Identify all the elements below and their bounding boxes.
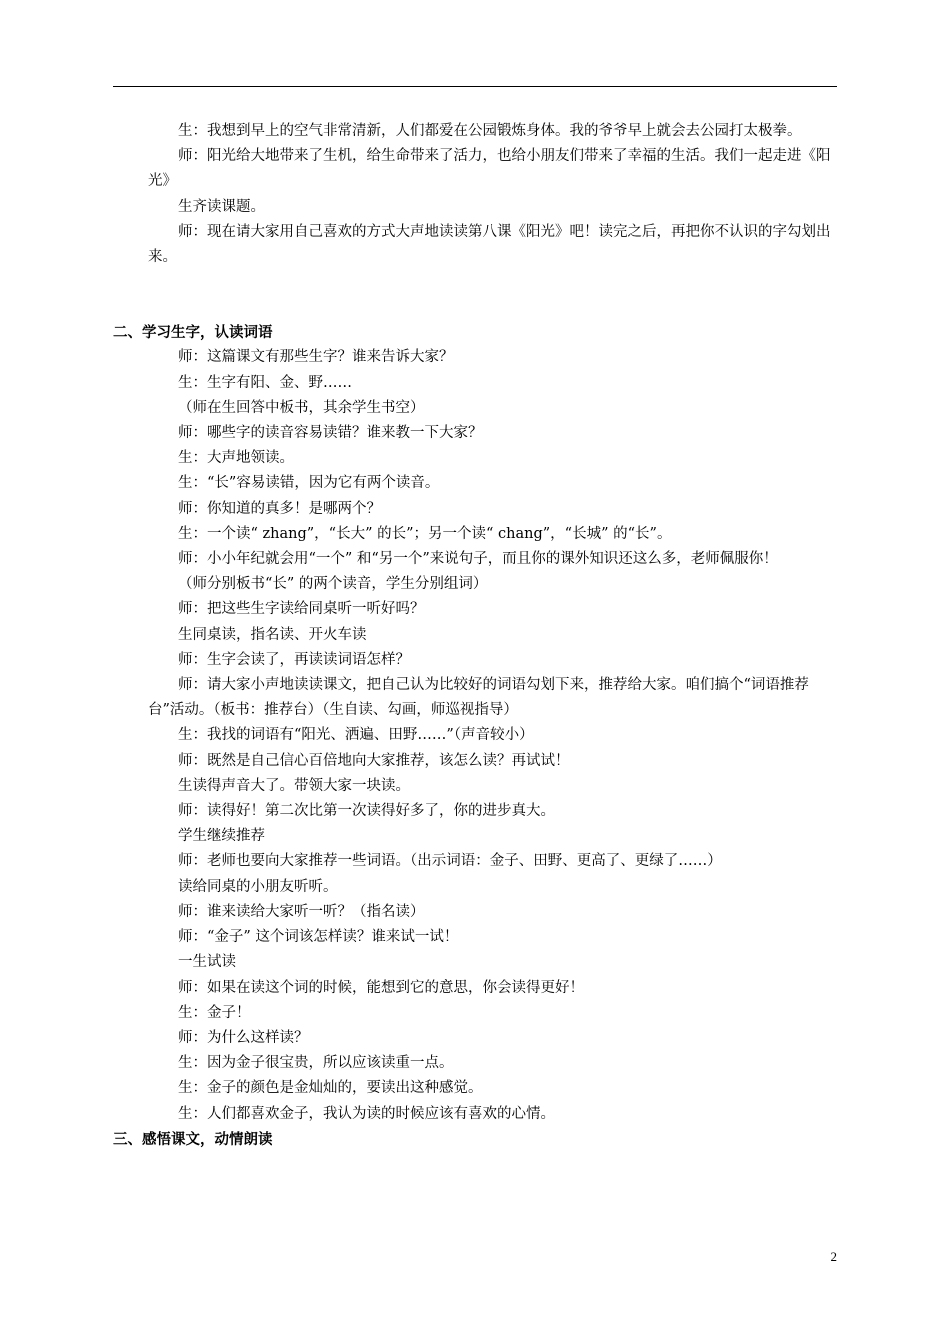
paragraph: （师分别板书“长” 的两个读音，学生分别组词） bbox=[178, 576, 488, 593]
section-heading: 二、学习生字，认读词语 bbox=[113, 324, 273, 342]
paragraph: 生：金子！ bbox=[178, 1004, 251, 1021]
paragraph: 师：谁来读给大家听一听？（指名读） bbox=[178, 903, 425, 920]
paragraph: 师：现在请大家用自己喜欢的方式大声地读读第八课《阳光》吧！读完之后，再把你不认识的字勾划出来。 bbox=[148, 223, 831, 266]
paragraph: 师：小小年纪就会用“一个” 和“另一个”来说句子，而且你的课外知识还这么多，老师佩服你！ bbox=[178, 551, 778, 568]
paragraph: 师：请大家小声地读读课文，把自己认为比较好的词语勾划下来，推荐给大家。咱们搞个“词语推荐台”活动。（板书：推荐台）（生自读、勾画，师巡视指导） bbox=[148, 677, 809, 719]
paragraph: 生：大声地领读。 bbox=[178, 450, 294, 467]
spacer bbox=[113, 270, 837, 320]
paragraph: 师：为什么这样读？ bbox=[178, 1029, 309, 1046]
paragraph: 生：一个读“ zhang”，“长大” 的长”；另一个读“ chang”，“长城” 的“长”。 bbox=[178, 525, 672, 542]
paragraph: 生同桌读，指名读、开火车读 bbox=[178, 626, 367, 643]
header-rule bbox=[113, 86, 837, 87]
paragraph: 学生继续推荐 bbox=[178, 828, 265, 845]
paragraph: 生齐读课题。 bbox=[178, 198, 265, 215]
paragraph: 师：既然是自己信心百倍地向大家推荐，该怎么读？再试试！ bbox=[178, 752, 570, 769]
paragraph: 一生试读 bbox=[178, 954, 236, 971]
paragraph: 师：老师也要向大家推荐一些词语。（出示词语：金子、田野、更高了、更绿了……） bbox=[178, 853, 722, 870]
paragraph: 师：“金子” 这个词该怎样读？谁来试一试！ bbox=[178, 929, 459, 946]
paragraph: 生：我找的词语有“阳光、洒遍、田野……”（声音较小） bbox=[178, 727, 534, 744]
paragraph: 生：我想到早上的空气非常清新，人们都爱在公园锻炼身体。我的爷爷早上就会去公园打太极拳。 bbox=[178, 123, 802, 139]
paragraph: 生读得声音大了。带领大家一块读。 bbox=[178, 777, 410, 794]
paragraph: 生：人们都喜欢金子，我认为读的时候应该有喜欢的心情。 bbox=[178, 1105, 555, 1122]
paragraph: 师：你知道的真多！是哪两个？ bbox=[178, 500, 381, 517]
paragraph: 师：如果在读这个词的时候，能想到它的意思，你会读得更好！ bbox=[178, 979, 584, 996]
section-heading: 三、感悟课文，动情朗读 bbox=[113, 1130, 273, 1148]
paragraph: 生：“长”容易读错，因为它有两个读音。 bbox=[178, 475, 440, 492]
paragraph: （师在生回答中板书，其余学生书空） bbox=[178, 399, 425, 416]
paragraph: 师：哪些字的读音容易读错？谁来教一下大家？ bbox=[178, 425, 483, 442]
paragraph: 读给同桌的小朋友听听。 bbox=[178, 878, 338, 895]
paragraph: 师：阳光给大地带来了生机，给生命带来了活力，也给小朋友们带来了幸福的生活。我们一起走进《阳光》 bbox=[148, 148, 831, 190]
page-number: 2 bbox=[830, 1249, 837, 1264]
paragraph: 师：读得好！第二次比第一次读得好多了，你的进步真大。 bbox=[178, 803, 555, 820]
paragraph: 生：因为金子很宝贵，所以应该读重一点。 bbox=[178, 1055, 454, 1072]
document-body bbox=[113, 119, 837, 1152]
paragraph: 师：生字会读了，再读读词语怎样？ bbox=[178, 651, 410, 668]
paragraph: 师：这篇课文有那些生字？谁来告诉大家？ bbox=[178, 349, 454, 366]
paragraph: 生：生字有阳、金、野…… bbox=[178, 374, 352, 391]
paragraph: 师：把这些生字读给同桌听一听好吗？ bbox=[178, 601, 425, 618]
paragraph: 生：金子的颜色是金灿灿的，要读出这种感觉。 bbox=[178, 1080, 483, 1097]
